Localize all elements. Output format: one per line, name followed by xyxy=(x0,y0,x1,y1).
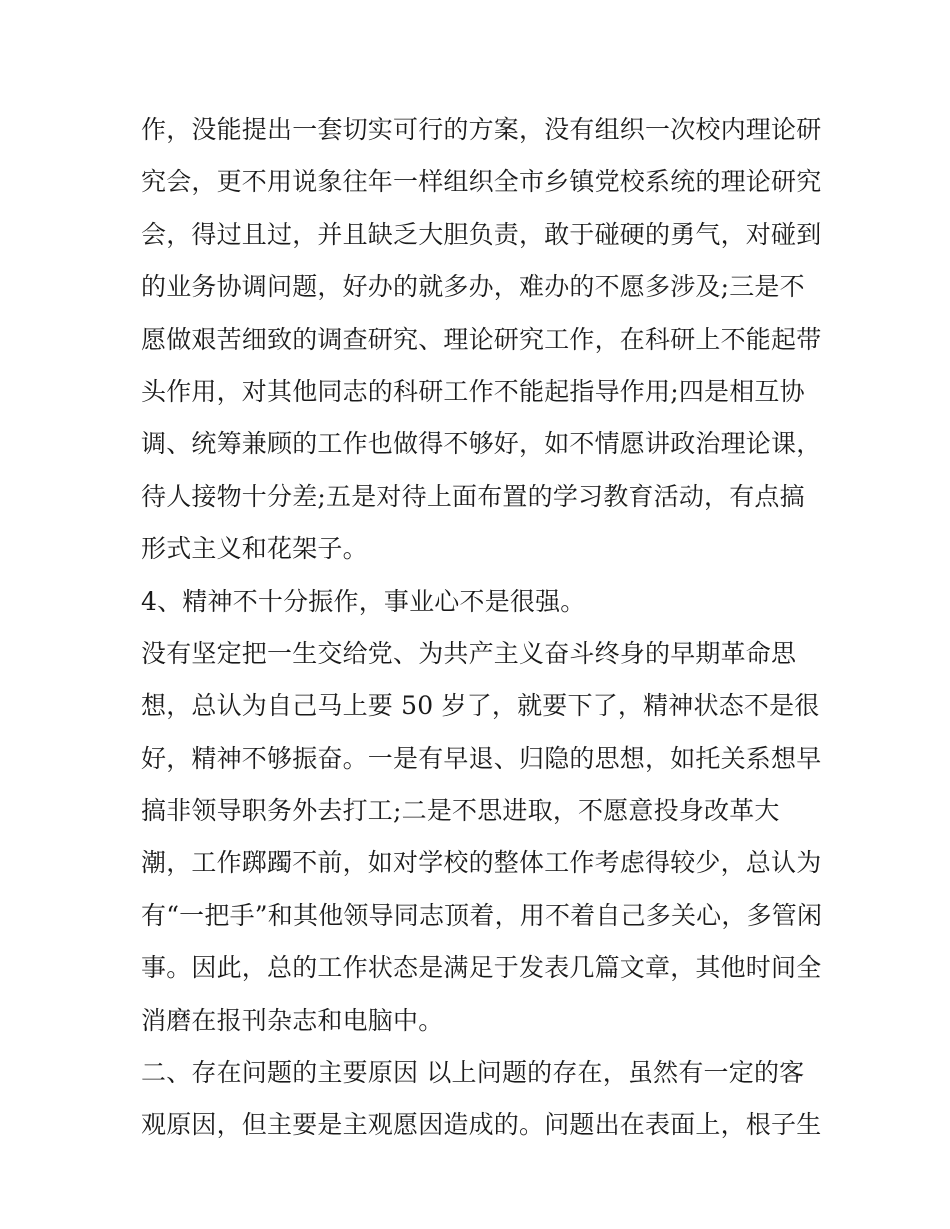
text-line: 形式主义和花架子。 xyxy=(141,534,368,564)
text-line: 想，总认为自己马上要 50 岁了，就要下了，精神状态不是很 xyxy=(141,691,820,721)
section-heading: 4、精神不十分振作，事业心不是很强。 xyxy=(141,586,586,616)
text-line: 事。因此，总的工作状态是满足于发表几篇文章，其他时间全 xyxy=(141,953,822,983)
text-line: 有“一把手”和其他领导同志顶着，用不着自己多关心，多管闲 xyxy=(141,900,823,930)
text-line: 调、统筹兼顾的工作也做得不够好，如不情愿讲政治理论课， xyxy=(141,429,822,459)
text-line: 二、存在问题的主要原因 以上问题的存在，虽然有一定的客 xyxy=(141,1058,805,1088)
text-line: 作，没能提出一套切实可行的方案，没有组织一次校内理论研 xyxy=(141,115,822,144)
text-line: 愿做艰苦细致的调查研究、理论研究工作，在科研上不能起带 xyxy=(141,324,822,354)
text-line: 没有坚定把一生交给党、为共产主义奋斗终身的早期革命思 xyxy=(141,638,797,668)
text-line: 头作用，对其他同志的科研工作不能起指导作用;四是相互协 xyxy=(141,376,805,406)
text-line: 的业务协调问题，好办的就多办，难办的不愿多涉及;三是不 xyxy=(141,272,805,302)
text-line: 待人接物十分差;五是对待上面布置的学习教育活动，有点搞 xyxy=(141,481,805,511)
text-line: 消磨在报刊杂志和电脑中。 xyxy=(141,1005,444,1035)
text-line: 会，得过且过，并且缺乏大胆负责，敢于碰硬的勇气，对碰到 xyxy=(141,219,822,249)
body-text xyxy=(141,104,821,1152)
text-line: 究会，更不用说象往年一样组织全市乡镇党校系统的理论研究 xyxy=(141,167,822,197)
text-line: 搞非领导职务外去打工;二是不思进取，不愿意投身改革大 xyxy=(141,796,780,826)
text-line: 潮，工作踯躅不前，如对学校的整体工作考虑得较少，总认为 xyxy=(141,848,822,878)
text-line: 观原因，但主要是主观愿因造成的。问题出在表面上，根子生 xyxy=(141,1110,822,1140)
text-line: 好，精神不够振奋。一是有早退、归隐的思想，如托关系想早 xyxy=(141,743,822,773)
